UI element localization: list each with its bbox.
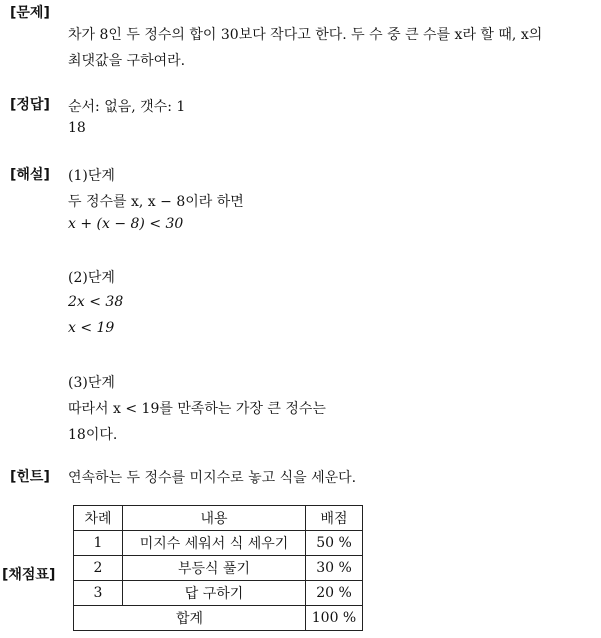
solution-line: 따라서 x < 19를 만족하는 가장 큰 정수는 <box>68 401 326 417</box>
row-order: 1 <box>74 531 123 556</box>
answer-meta: 순서: 없음, 갯수: 1 <box>68 99 186 115</box>
header-order: 차례 <box>74 506 123 531</box>
row-content: 답 구하기 <box>123 581 306 606</box>
row-points: 20 % <box>306 581 363 606</box>
answer-label: [정답] <box>10 97 50 113</box>
row-content: 부등식 풀기 <box>123 556 306 581</box>
row-content: 미지수 세워서 식 세우기 <box>123 531 306 556</box>
solution-step-2-heading: (2)단계 <box>68 270 115 286</box>
table-row <box>74 581 363 606</box>
problem-label: [문제] <box>10 5 50 21</box>
hint-text: 연속하는 두 정수를 미지수로 놓고 식을 세운다. <box>68 470 357 486</box>
total-label: 합계 <box>74 606 306 631</box>
table-row <box>74 531 363 556</box>
solution-equation: x + (x − 8) < 30 <box>68 216 184 232</box>
solution-step-3-heading: (3)단계 <box>68 375 115 391</box>
row-order: 2 <box>74 556 123 581</box>
problem-line-1: 차가 8인 두 정수의 합이 30보다 작다고 한다. 두 수 중 큰 수를 x라 할 때, x의 <box>68 27 543 43</box>
solution-label: [해설] <box>10 167 50 183</box>
total-value: 100 % <box>306 606 363 631</box>
table-header-row <box>74 506 363 531</box>
header-points: 배점 <box>306 506 363 531</box>
solution-step-1-heading: (1)단계 <box>68 168 115 184</box>
table-row <box>74 556 363 581</box>
row-points: 50 % <box>306 531 363 556</box>
row-points: 30 % <box>306 556 363 581</box>
solution-line: 두 정수를 x, x − 8이라 하면 <box>68 194 244 210</box>
answer-value: 18 <box>68 120 86 136</box>
rubric-label: [채점표] <box>2 567 56 583</box>
header-content: 내용 <box>123 506 306 531</box>
solution-equation: x < 19 <box>68 320 115 336</box>
solution-line: 18이다. <box>68 427 118 443</box>
table-total-row <box>74 606 363 631</box>
hint-label: [힌트] <box>10 469 50 485</box>
problem-line-2: 최댓값을 구하여라. <box>68 53 186 69</box>
solution-equation: 2x < 38 <box>68 294 124 310</box>
rubric-table <box>73 505 363 631</box>
row-order: 3 <box>74 581 123 606</box>
